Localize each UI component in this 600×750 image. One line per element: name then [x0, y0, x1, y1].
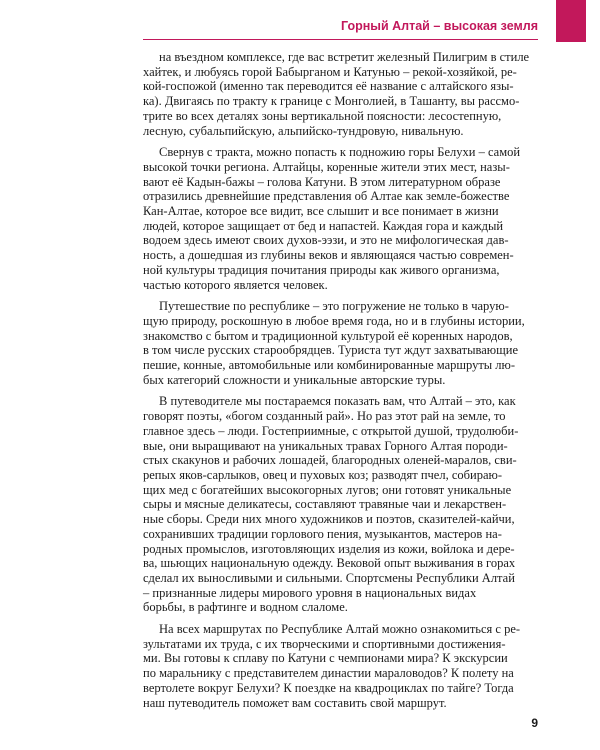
text-line: знакомство с бытом и традиционной культурой её коренных народов,	[143, 328, 513, 343]
text-line: сделал их выносливыми и сильными. Спортсмены Республики Алтай	[143, 570, 515, 585]
text-line: – признанные лидеры мирового уровня в национальных видах	[143, 585, 477, 600]
text-line: щих мед с богатейших высокогорных лугов; они готовят уникальные	[143, 482, 512, 497]
text-line: родных промыслов, изготовляющих изделия из кожи, войлока и дере-	[143, 541, 515, 556]
paragraph	[143, 299, 525, 387]
text-line: кой-госпожой (именно так переводится её название с алтайского язы-	[143, 79, 514, 94]
text-line: по маральнику с представителем династии мараловодов? К полету на	[143, 666, 514, 681]
text-line: репых яков-сарлыков, овец и пуховых коз; разводят пчел, собираю-	[143, 467, 502, 482]
text-line: вертолете вокруг Белухи? К поездке на квадроциклах по тайге? Тогда	[143, 680, 514, 695]
text-line: частью которого является человек.	[143, 277, 328, 292]
text-line: людей, которое защищает от бед и напастей. Каждая гора и каждый	[143, 218, 504, 233]
text-line: на въездном комплексе, где вас встретит железный Пилигрим в стиле	[159, 50, 530, 64]
text-line: пешие, конные, автомобильные или комбинированные маршруты лю-	[143, 358, 516, 373]
text-line: ва, шьющих национальную одежду. Вековой опыт выживания в горах	[143, 556, 516, 571]
text-line: ка). Двигаясь по тракту к границе с Монголией, в Ташанту, вы рассмо-	[143, 94, 520, 109]
text-line: Кан-Алтае, которое все видит, все слышит и все понимает в жизни	[143, 204, 499, 219]
text-line: щую природу, роскошную в любое время года, но и в глубины истории,	[143, 313, 525, 328]
paragraph	[143, 622, 521, 710]
text-line: наш путеводитель поможет вам составить свой маршрут.	[143, 695, 447, 710]
text-line: лесную, субальпийскую, альпийско-тундровую, нивальную.	[143, 123, 464, 138]
text-line: сохранивших традиции горлового пения, музыкантов, мастеров на-	[143, 526, 502, 541]
paragraph	[143, 145, 521, 292]
header-divider	[143, 39, 538, 40]
text-line: говорят поэты, «богом созданный рай». Но раз этот рай на земле, то	[143, 409, 506, 424]
text-line: бых категорий сложности и уникальные авторские туры.	[143, 372, 446, 387]
text-line: ность, а дошедшая из глубины веков и являющаяся частью современ-	[143, 248, 514, 263]
text-line: в том числе русских старообрядцев. Туриста тут ждут захватывающие	[143, 343, 518, 358]
text-line: главное здесь – люди. Гостеприимные, с открытой душой, трудолюби-	[143, 423, 519, 438]
text-line: Путешествие по республике – это погружение не только в чарую-	[159, 299, 509, 314]
chapter-edge-tab	[556, 0, 586, 42]
text-line: водоем здесь имеют своих духов-ээзи, и это не мифологическая дав-	[143, 233, 509, 248]
text-line: высокой точки региона. Алтайцы, коренные жители этих мест, назы-	[143, 159, 510, 174]
text-line: трите во всех деталях зоны вертикальной поясности: лесостепную,	[143, 108, 502, 123]
text-line: вые, они выращивают на уникальных травах Горного Алтая породи-	[143, 438, 508, 453]
text-line: борьбы, в рафтинге и водном слаломе.	[143, 600, 348, 615]
text-line: зультатами их труда, с их творческими и спортивными достижения-	[143, 636, 506, 651]
text-line: Свернув с тракта, можно попасть к подножию горы Белухи – самой	[159, 145, 521, 160]
paragraph	[143, 50, 530, 138]
text-line: вают её Кадын-бажы – голова Катуни. В этом литературном образе	[143, 174, 501, 189]
running-header-title: Горный Алтай – высокая земля	[341, 19, 538, 33]
page-number: 9	[531, 716, 538, 730]
text-line: хайтек, и любуясь горой Бабырганом и Катунью – рекой-хозяйкой, ре-	[143, 64, 517, 79]
text-line: В путеводителе мы постараемся показать вам, что Алтай – это, как	[159, 394, 516, 409]
body-text	[143, 50, 530, 717]
paragraph	[143, 394, 519, 615]
text-line: сыры и мясные деликатесы, составляют травяные чаи и лекарствен-	[143, 497, 507, 512]
text-line: На всех маршрутах по Республике Алтай можно ознакомиться с ре-	[159, 622, 521, 637]
text-line: стых скакунов и рабочих лошадей, благородных оленей-маралов, сви-	[143, 453, 517, 468]
text-line: ной культуры традиция почитания природы как живого организма,	[143, 262, 500, 277]
text-line: ми. Вы готовы к сплаву по Катуни с чемпионами мира? К экскурсии	[143, 651, 508, 666]
text-line: ные сборы. Среди них много художников и поэтов, сказителей-кайчи,	[143, 512, 515, 527]
text-line: отразились древнейшие представления об Алтае как земле-божестве	[143, 189, 510, 204]
